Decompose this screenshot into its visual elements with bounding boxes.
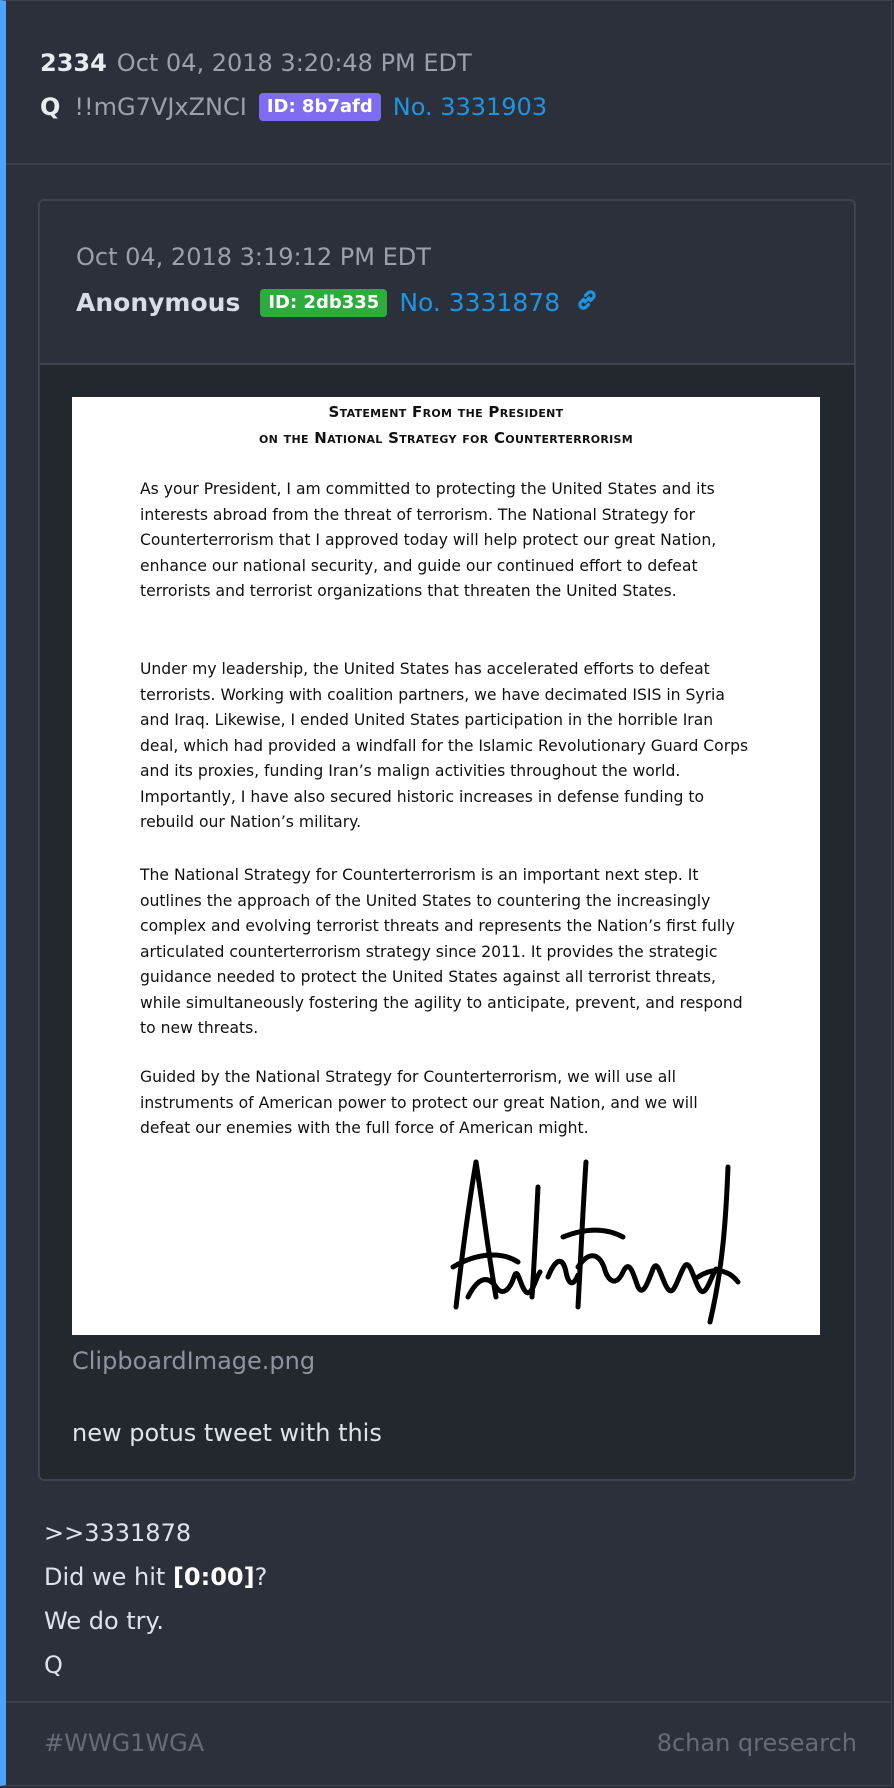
attachment-filename[interactable]: ClipboardImage.png: [72, 1347, 316, 1375]
body-line-4: Q: [44, 1651, 63, 1679]
quoted-date: Oct 04, 2018 3:19:12 PM EDT: [76, 243, 431, 271]
footer-divider: [6, 1701, 891, 1703]
post-author: Q: [40, 93, 61, 121]
body-line-2-bold: [0:00]: [172, 1563, 255, 1591]
header-divider: [6, 163, 891, 165]
quoted-post-header: [40, 201, 854, 365]
chain-link-icon[interactable]: [574, 287, 600, 319]
post-number-link[interactable]: No. 3331903: [392, 93, 548, 121]
body-line-2-end: ?: [254, 1563, 268, 1591]
footer-hashtag: #WWG1WGA: [44, 1729, 205, 1757]
reply-reference-link[interactable]: >>3331878: [44, 1519, 192, 1547]
post-body: [44, 1511, 267, 1687]
footer-source: 8chan qresearch: [656, 1729, 857, 1757]
post-date: Oct 04, 2018 3:20:48 PM EDT: [116, 49, 472, 77]
body-line-3: We do try.: [44, 1607, 164, 1635]
body-line-2-text: Did we hit: [44, 1563, 173, 1591]
document-title-line1: Statement From the President: [328, 403, 564, 421]
post-header: [40, 41, 871, 129]
post-tripcode: !!mG7VJxZNCI: [74, 93, 247, 121]
quoted-post-link[interactable]: No. 3331878: [399, 288, 561, 317]
post-number: 2334: [40, 49, 107, 77]
document-paragraph-4: Guided by the National Strategy for Counterterrorism, we will use all instruments of American power to protect our great Nation, and we will defeat our enemies with the full force of American might.: [140, 1068, 698, 1137]
quoted-author: Anonymous: [76, 288, 241, 317]
signature-image: [448, 1157, 758, 1327]
body-line-2: [44, 1555, 267, 1599]
document-paragraph-1: As your President, I am committed to protecting the United States and its interests abroad from the threat of terrorism. The National Strategy for Counterterrorism that I approved today will help protect our great Nation, enhance our national security, and guide our continued effort to defeat terrorists and terrorist organizations that threaten the United States.: [140, 480, 717, 600]
quoted-id-badge: ID: 2db335: [260, 289, 387, 317]
document-paragraph-3: The National Strategy for Counterterrorism is an important next step. It outlines the approach of the United States to countering the increasingly complex and evolving terrorist threats and represents the Nation’s first fully articulated counterterrorism strategy since 2011. It provides the strategic guidance needed to protect the United States against all terrorist threats, while simultaneously fostering the agility to anticipate, prevent, and respond to new threats.: [140, 866, 743, 1037]
post-id-badge: ID: 8b7afd: [259, 93, 381, 121]
attached-image[interactable]: [72, 397, 820, 1335]
quoted-post: [38, 199, 856, 1481]
quoted-message: new potus tweet with this: [72, 1419, 382, 1447]
document-paragraph-2: Under my leadership, the United States has accelerated efforts to defeat terrorists. Working with coalition partners, we have decimated ISIS in Syria and Iraq. Likewise, I ended United States participation in the horrible Iran deal, which had provided a windfall for the Islamic Revolutionary Guard Corps and its proxies, funding Iran’s malign activities throughout the world. Importantly, I have also secured historic increases in defense funding to rebuild our Nation’s military.: [140, 660, 749, 831]
document-title-line2: on the National Strategy for Counterterrorism: [258, 429, 634, 447]
